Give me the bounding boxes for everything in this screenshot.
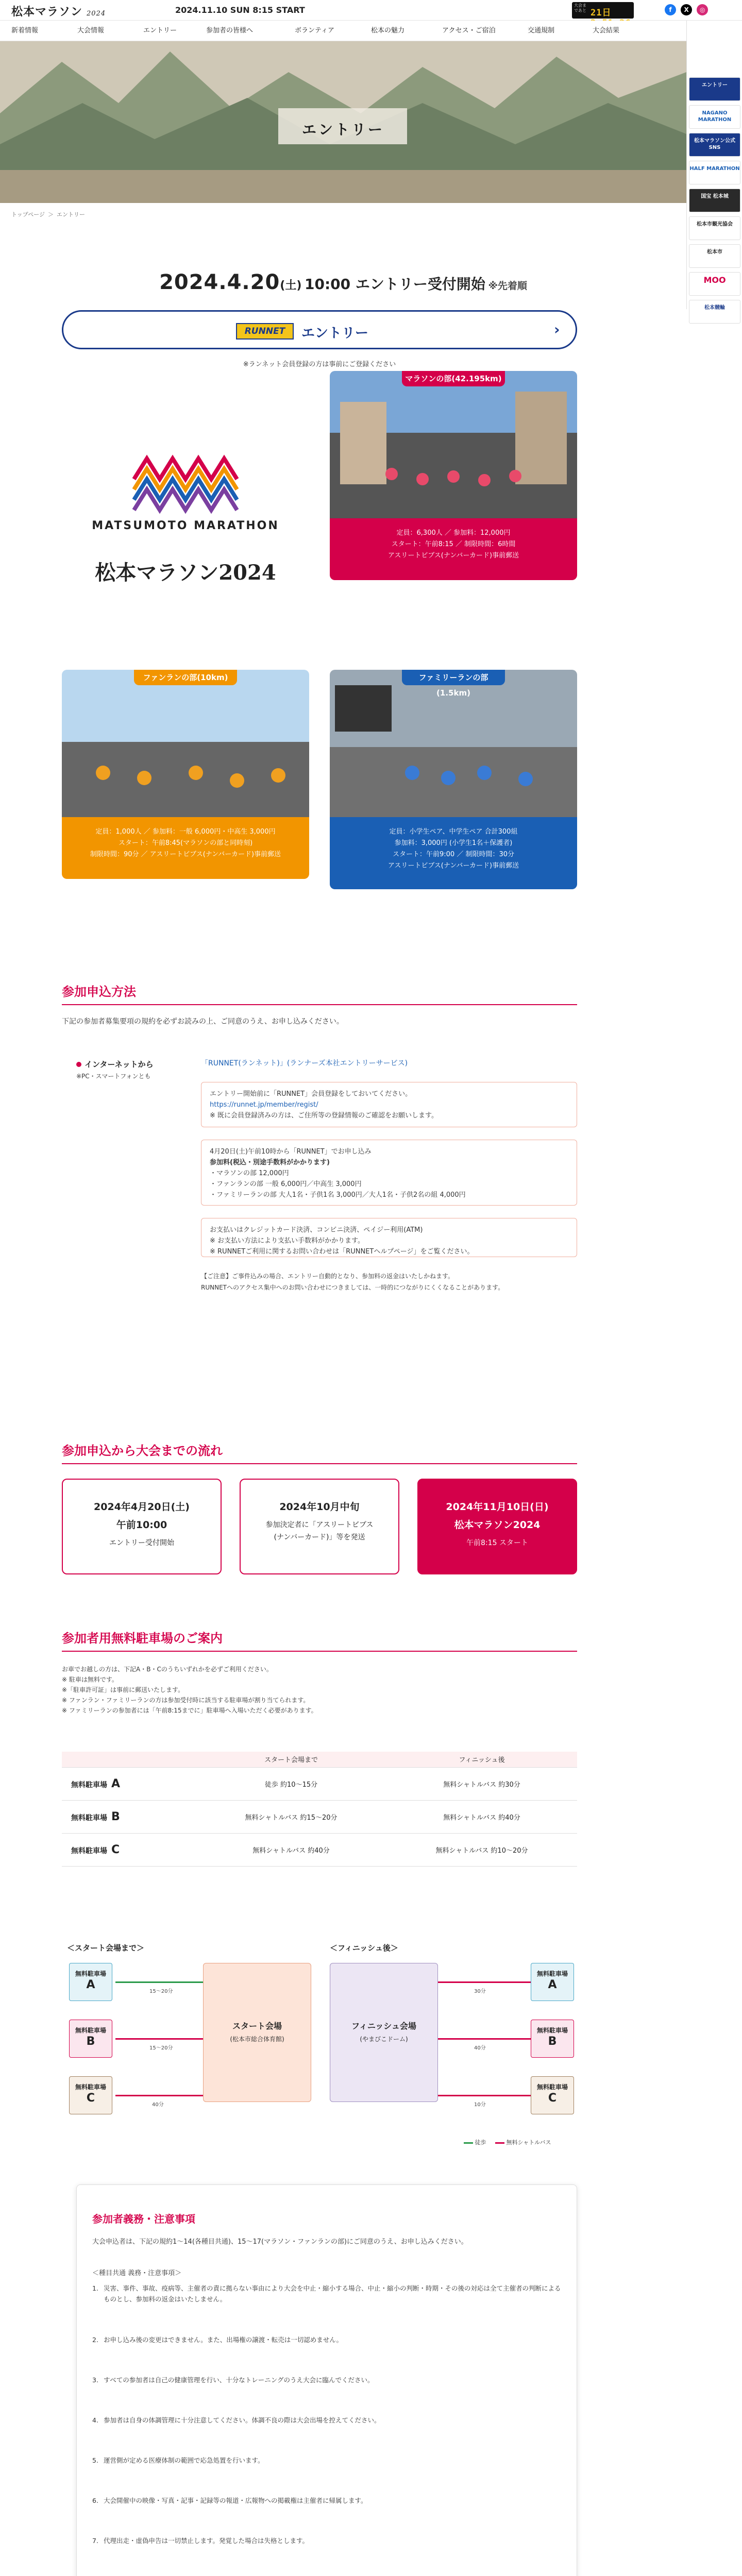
note-item: 1. 災害、事件、事故、疫病等、主催者の責に拠らない事由により大会を中止・縮小する場合、中止・縮小の判断・時期・その後の対応は全て主催者の判断によるものとし、参加料の返金はいたしません。 [92, 2284, 561, 2303]
page-title: エントリー [301, 121, 384, 138]
parking-table-header: スタート会場まで フィニッシュ後 [62, 1752, 577, 1767]
side-banner-city[interactable]: 松本市 [689, 244, 740, 268]
runnet-note: ※ランネット会員登録の方は事前にご登録ください [243, 361, 396, 368]
parking-intro: お車でお越しの方は、下記A・B・Cのうちいずれかを必ずご利用ください。 ※ 駐車は無料です。 ※「駐車許可証」は事前に郵送いたします。 ※ ファンラン・ファミリーランの方は参加受付時に該当する駐車場が割り当てられます。 ※ ファミリーランの参加者には「午前8:15までに」駐車場へ入場いただく必要があります。 [62, 1666, 317, 1714]
runnet-service-heading[interactable]: 「RUNNET(ランネット)」(ランナーズ本社エントリーサービス) [201, 1059, 408, 1067]
side-banner-half[interactable]: HALF MARATHON [689, 161, 740, 184]
apply-internet-title: インターネットから [76, 1059, 154, 1070]
note-item: 2. お申し込み後の変更はできません。また、出場権の譲渡・転売は一切認めません。 [92, 2336, 343, 2344]
countdown-timer: 大会まであと 21日 [572, 2, 634, 19]
note-item: 4. 参加者は自身の体調管理に十分注意してください。体調不良の際は大会出場を控えてください。 [92, 2416, 381, 2424]
note-item: 5. 運営側が定める医療体制の範囲で応急処置を行います。 [92, 2456, 264, 2464]
breadcrumb-home[interactable]: トップページ [11, 211, 45, 218]
familyrun-card-title: ファミリーランの部(1.5km) [402, 670, 505, 685]
flow-step-3: 2024年11月10日(日) 松本マラソン2024 午前8:15 スタート [417, 1479, 577, 1574]
apply-step-entry: 4月20日(土)午前10時から「RUNNET」でお申し込み 参加料(税込・別途手数料がかかります) ・マラソンの部 12,000円 ・ファンランの部 一般 6,000円／中高生 3,000円 ・ファミリーランの部 大人1名・子供1名 3,000円／大人1名・子供2名の組 4,000円 [201, 1140, 577, 1206]
familyrun-card[interactable]: ファミリーランの部(1.5km) 定員：小学生ペア、中学生ペア 合計300組 参加料：3,000円 (小学生1名＋保護者) スタート：午前9:00 ／ 制限時間：30分 アスリートビブス(ナンバーカード)事前郵送 [330, 670, 577, 889]
nav-traffic[interactable]: 交通規制 [528, 27, 555, 35]
funrun-card[interactable]: ファンランの部(10km) 定員：1,000人 ／ 参加料：一般 6,000円・中高生 3,000円 スタート：午前8:45(マラソンの部と同時刻) 制限時間：90分 ／ アスリートビブス(ナンバーカード)事前郵送 [62, 670, 309, 879]
marathon-photo [330, 371, 577, 518]
parking-a-finish: 無料駐車場 A [531, 1963, 574, 2001]
global-nav [0, 21, 742, 41]
notes-intro: 大会申込者は、下記の規約1〜14(各種目共通)、15〜17(マラソン・ファンランの部)にご同意のうえ、お申し込みください。 [92, 2238, 468, 2246]
side-banner-nagano[interactable]: NAGANO MARATHON [689, 105, 740, 129]
apply-caution: 【ご注意】ご事件込みの場合、エントリー自動的となり、参加料の返金はいたしかねます。 RUNNETへのアクセス集中へのお問い合わせにつきましては、一時的につながりにくくなることがあります。 [201, 1273, 504, 1291]
facebook-icon[interactable]: f [665, 4, 676, 15]
parking-table [62, 1752, 577, 1867]
side-banner-moo[interactable]: MOO [689, 272, 740, 296]
note-item: 6. 大会開催中の映像・写真・記事・記録等の報道・広報物への掲載権は主催者に帰属します。 [92, 2497, 367, 2504]
nav-results[interactable]: 大会結果 [593, 27, 620, 35]
parking-a-start: 無料駐車場 A [69, 1963, 112, 2001]
marathon-card[interactable]: マラソンの部(42.195km) 定員：6,300人 ／ 参加料：12,000円 スタート：午前8:15 ／ 制限時間：6時間 アスリートビブス(ナンバーカード)事前郵送 [330, 371, 577, 580]
social-links [665, 4, 710, 15]
note-item: 7. 代理出走・虚偽申告は一切禁止します。発覚した場合は失格とします。 [92, 2537, 309, 2545]
runnet-entry-button[interactable] [62, 310, 577, 349]
runnet-logo: RUNNET [236, 323, 294, 340]
flow-step-2: 2024年10月中旬 参加決定者に「アスリートビブス (ナンバーカード)」等を発送 [240, 1479, 399, 1574]
marathon-logo [62, 386, 309, 634]
logo-script: 松本マラソン2024 [95, 561, 276, 585]
notes-title: 参加者義務・注意事項 [92, 2213, 195, 2225]
logo-letters: MATSUMOTO MARATHON [92, 519, 279, 532]
marathon-logo-graphic [62, 386, 309, 634]
side-banner-castle[interactable]: 国宝 松本城 [689, 189, 740, 212]
funrun-photo [62, 670, 309, 817]
finish-venue-box: フィニッシュ会場 (やまびこドーム) [330, 1963, 438, 2102]
table-row: 無料駐車場 C 無料シャトルバス 約40分 無料シャトルバス 約10〜20分 [62, 1833, 577, 1866]
side-banner-tourism[interactable]: 松本市観光協会 [689, 216, 740, 240]
nav-participants[interactable]: 参加者の皆様へ [206, 27, 254, 35]
map-legend: 徒歩 無料シャトルバス [464, 2138, 551, 2146]
funrun-card-title: ファンランの部(10km) [134, 670, 237, 685]
parking-b-finish: 無料駐車場 B [531, 2020, 574, 2058]
runnet-entry-label: エントリー [301, 326, 369, 341]
apply-intro: 下記の参加者募集要項の規約を必ずお読みの上、ご同意のうえ、お申し込みください。 [62, 1018, 344, 1026]
bullet-icon [76, 1062, 81, 1067]
apply-internet-sub: ※PC・スマートフォンとも [76, 1073, 151, 1080]
breadcrumb-current: エントリー [57, 211, 86, 218]
flow-step-1: 2024年4月20日(土) 午前10:00 エントリー受付開始 [62, 1479, 222, 1574]
apply-step-register: エントリー開始前に「RUNNET」会員登録をしておいてください。 https://runnet.jp/member/regist/ ※ 既に会員登録済みの方は、ご住所等の登録情報のご確認をお願いします。 [201, 1082, 577, 1127]
start-venue-box: スタート会場 (松本市総合体育館) [203, 1963, 311, 2102]
instagram-icon[interactable]: ◎ [697, 4, 708, 15]
nav-race-info[interactable]: 大会情報 [77, 27, 105, 35]
marathon-card-title: マラソンの部(42.195km) [402, 371, 505, 386]
parking-section-title: 参加者用無料駐車場のご案内 [62, 1628, 223, 1646]
site-logo[interactable]: 松本マラソン 2024 [11, 5, 106, 19]
x-icon[interactable]: X [681, 4, 692, 15]
nav-charm[interactable]: 松本の魅力 [371, 27, 405, 35]
notes-panel: 参加者義務・注意事項 大会申込者は、下記の規約1〜14(各種目共通)、15〜17(マラソン・ファンランの部)にご同意のうえ、お申し込みください。 ＜種目共通 義務・注意事項＞ 1. 災害、事件、事故、疫病等、主催者の責に拠らない事由により大会を中止・縮小する場合、中止・縮小の判断・時期・その後の対応は全て主催者の判断によるものとし、参加料の返金はいたしません。 2. お申し込み後の変更はできません。また、出場権の譲渡・転売は一切認めません。 3. すべての参加者は自己の健康管理を行い、十分なトレーニングのうえ大会に臨んでください。 4. 参加者は自身の体調管理に十分注意してください。体調不良の際は大会出場を控えてください。 5. 運営側が定める医療体制の範囲で応急処置を行います。 6. 大会開催中の映像・写真・記事・記録等の報道・広報物への掲載権は主催者に帰属します。 7. 代理出走・虚偽申告は一切禁止します。発覚した場合は失格とします。 [76, 2184, 577, 2576]
apply-section-title: 参加申込方法 [62, 981, 136, 999]
chevron-right-icon: › [554, 321, 560, 338]
table-row: 無料駐車場 A 徒歩 約10〜15分 無料シャトルバス 約30分 [62, 1767, 577, 1800]
side-banner-entry[interactable]: エントリー [689, 77, 740, 101]
parking-b-start: 無料駐車場 B [69, 2020, 112, 2058]
nav-volunteer[interactable]: ボランティア [295, 27, 334, 35]
race-date: 2024.11.10 SUN 8:15 START [175, 5, 305, 15]
hero-banner [0, 41, 686, 203]
breadcrumb: トップページ ＞ エントリー [11, 211, 86, 218]
nav-entry[interactable]: エントリー [143, 27, 177, 35]
side-banners [686, 21, 742, 309]
parking-c-start: 無料駐車場 C [69, 2076, 112, 2114]
nav-news[interactable]: 新着情報 [11, 27, 39, 35]
parking-c-finish: 無料駐車場 C [531, 2076, 574, 2114]
side-banner-keirin[interactable]: 松本競輪 [689, 300, 740, 324]
note-item: 3. すべての参加者は自己の健康管理を行い、十分なトレーニングのうえ大会に臨んでください。 [92, 2376, 374, 2384]
runnet-register-link[interactable]: https://runnet.jp/member/regist/ [210, 1101, 318, 1109]
flow-section-title: 参加申込から大会までの流れ [62, 1440, 223, 1459]
apply-step-payment: お支払いはクレジットカード決済、コンビニ決済、ペイジー利用(ATM) ※ お支払い方法により支払い手数料がかかります。 ※ RUNNETご利用に関するお問い合わせは「RUNNETヘルプページ」をご覧ください。 [201, 1218, 577, 1257]
table-row: 無料駐車場 B 無料シャトルバス 約15〜20分 無料シャトルバス 約40分 [62, 1800, 577, 1833]
entry-start-heading: 2024.4.20(土) 10:00 エントリー受付開始 ※先着順 [159, 270, 527, 294]
nav-access[interactable]: アクセス・ご宿泊 [442, 27, 496, 35]
site-header [0, 0, 742, 21]
side-banner-sns[interactable]: 松本マラソン公式SNS [689, 133, 740, 157]
